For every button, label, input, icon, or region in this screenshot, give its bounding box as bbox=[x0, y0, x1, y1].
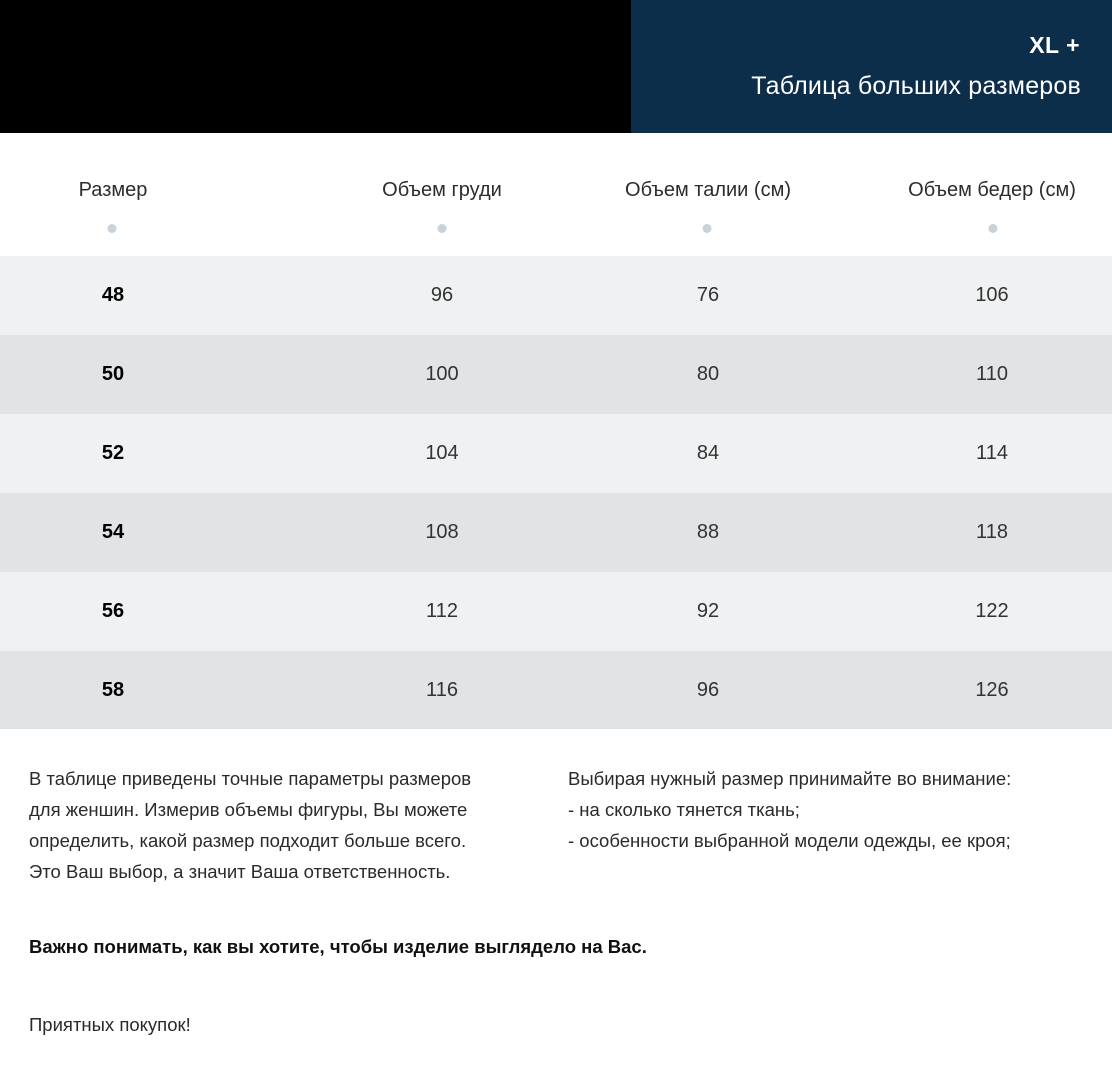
table-row bbox=[0, 572, 1112, 651]
column-header-hips: Объем бедер (см) bbox=[908, 179, 1076, 201]
waist-cell: 96 bbox=[696, 679, 720, 701]
column-header-chest: Объем груди bbox=[382, 179, 502, 201]
column-header-size: Размер bbox=[78, 179, 148, 201]
column-header-waist: Объем талии (см) bbox=[625, 179, 791, 201]
chest-cell: 116 bbox=[426, 679, 458, 701]
considerations-text bbox=[568, 763, 1088, 856]
chest-cell: 112 bbox=[426, 600, 458, 622]
chest-cell: 96 bbox=[430, 284, 454, 306]
table-row bbox=[0, 335, 1112, 414]
paragraph-line: В таблице приведены точные параметры размеров bbox=[29, 768, 472, 789]
banner-black-panel bbox=[0, 0, 631, 133]
size-cell: 54 bbox=[101, 521, 125, 543]
column-marker-dot bbox=[703, 224, 712, 233]
chest-cell: 108 bbox=[425, 521, 459, 543]
hips-cell: 106 bbox=[975, 284, 1009, 306]
chest-cell: 104 bbox=[425, 442, 459, 464]
size-cell: 56 bbox=[101, 600, 125, 622]
column-marker-dot bbox=[108, 224, 117, 233]
paragraph-line: определить, какой размер подходит больше всего. bbox=[29, 830, 467, 851]
size-cell: 52 bbox=[101, 442, 125, 464]
size-cell: 48 bbox=[101, 284, 125, 306]
size-table-body bbox=[0, 256, 1112, 729]
banner-navy-panel bbox=[631, 0, 1112, 133]
size-table-header bbox=[0, 133, 1112, 256]
waist-cell: 76 bbox=[696, 284, 720, 306]
hips-cell: 122 bbox=[975, 600, 1009, 622]
list-item: - на сколько тянется ткань; bbox=[568, 799, 800, 820]
important-note: Важно понимать, как вы хотите, чтобы изделие выглядело на Вас. bbox=[29, 936, 647, 957]
hips-cell: 126 bbox=[975, 679, 1009, 701]
size-cell: 50 bbox=[101, 363, 125, 385]
size-cell: 58 bbox=[101, 679, 125, 701]
paragraph-line: Выбирая нужный размер принимайте во внимание: bbox=[568, 768, 1012, 789]
hips-cell: 118 bbox=[976, 521, 1008, 543]
hips-cell: 114 bbox=[976, 442, 1008, 464]
paragraph-line: Это Ваш выбор, а значит Ваша ответственность. bbox=[29, 861, 451, 882]
page-title: Таблица больших размеров bbox=[751, 72, 1081, 100]
chest-cell: 100 bbox=[425, 363, 459, 385]
table-row bbox=[0, 651, 1112, 729]
table-row bbox=[0, 256, 1112, 335]
paragraph-line: для женшин. Измерив объемы фигуры, Вы можете bbox=[29, 799, 468, 820]
size-explanation-text bbox=[29, 763, 529, 887]
waist-cell: 84 bbox=[696, 442, 720, 464]
waist-cell: 92 bbox=[696, 600, 720, 622]
column-marker-dot bbox=[989, 224, 998, 233]
waist-cell: 80 bbox=[696, 363, 720, 385]
table-row bbox=[0, 493, 1112, 572]
hips-cell: 110 bbox=[976, 363, 1008, 385]
list-item: - особенности выбранной модели одежды, ее кроя; bbox=[568, 830, 1011, 851]
column-marker-dot bbox=[438, 224, 447, 233]
closing-greeting: Приятных покупок! bbox=[29, 1014, 191, 1035]
header-banner bbox=[0, 0, 1112, 133]
table-row bbox=[0, 414, 1112, 493]
waist-cell: 88 bbox=[696, 521, 720, 543]
size-category-badge: XL + bbox=[1029, 32, 1080, 58]
